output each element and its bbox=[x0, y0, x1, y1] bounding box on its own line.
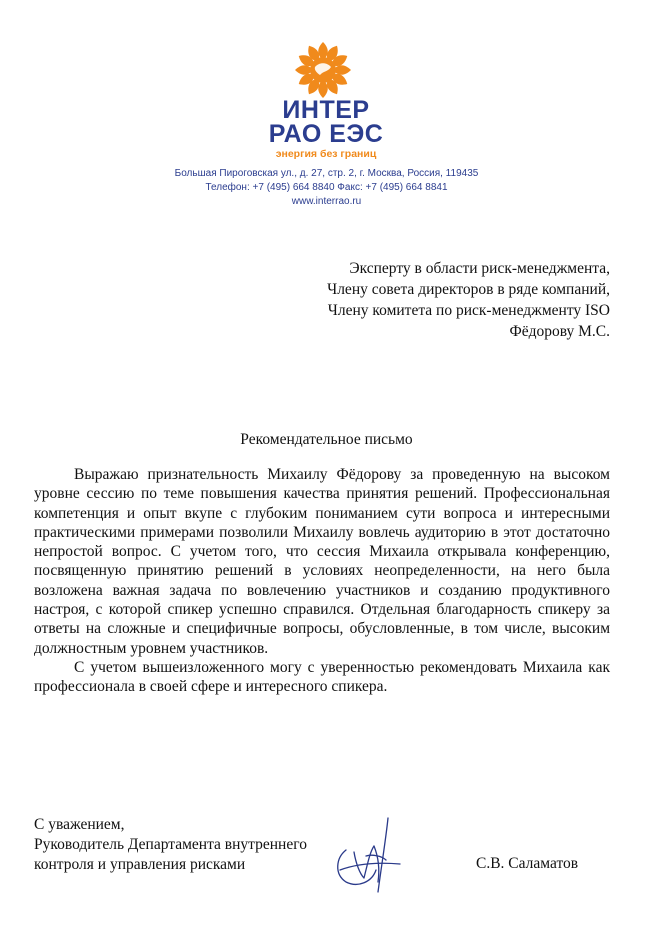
addressee-line: Члену совета директоров в ряде компаний, bbox=[327, 281, 610, 298]
closing-block bbox=[34, 815, 307, 875]
sun-emblem-icon bbox=[295, 42, 351, 98]
signer-position: Руководитель Департамента внутреннего bbox=[34, 836, 307, 853]
signer-name: С.В. Саламатов bbox=[476, 855, 579, 872]
letter-body bbox=[34, 465, 610, 697]
company-address: Большая Пироговская ул., д. 27, стр. 2, г. Москва, Россия, 119435 bbox=[174, 168, 479, 179]
letter-paragraph: Выражаю признательность Михаилу Фёдорову за проведенную на высоком уровне сессию по теме повышения качества принятия решений. Профессиональная компетенция и опыт вкупе с глубоким пониманием сути вопроса и интересными практическими примерами позволили Михаилу вовлечь аудиторию в этот достаточно непростой вопрос. С учетом того, что сессия Михаила открывала конференцию, посвященную принятию решений в условиях неопределенности, на него была возложена важная задача по вовлечению участников и созданию продуктивного настроя, с которой спикер успешно справился. Отдельная благодарность спикеру за ответы на сложные и специфичные вопросы, обусловленные, в том числе, высоким должностным уровнем участников. bbox=[34, 466, 610, 657]
letter-paragraph: С учетом вышеизложенного могу с уверенностью рекомендовать Михаила как профессионала в своей сфере и интересного спикера. bbox=[34, 658, 610, 696]
signer-position: контроля и управления рисками bbox=[34, 856, 246, 873]
addressee-line: Члену комитета по риск-менеджменту ISO bbox=[327, 302, 610, 319]
addressee-block bbox=[327, 258, 610, 342]
logo-tagline: энергия без границ bbox=[275, 148, 377, 160]
addressee-name: Фёдорову М.С. bbox=[509, 323, 610, 340]
company-logo bbox=[256, 40, 396, 165]
logo-line2: РАО ЕЭС bbox=[268, 120, 384, 148]
letter-title: Рекомендательное письмо bbox=[240, 431, 413, 448]
logo-line1: ИНТЕР bbox=[282, 96, 370, 124]
company-website: www.interrao.ru bbox=[291, 196, 362, 207]
handwritten-signature bbox=[326, 812, 410, 896]
closing-salutation: С уважением, bbox=[34, 816, 125, 833]
company-contact-block bbox=[0, 167, 653, 209]
company-phones: Телефон: +7 (495) 664 8840 Факс: +7 (495) 664 8841 bbox=[205, 182, 448, 193]
addressee-line: Эксперту в области риск-менеджмента, bbox=[349, 260, 610, 277]
